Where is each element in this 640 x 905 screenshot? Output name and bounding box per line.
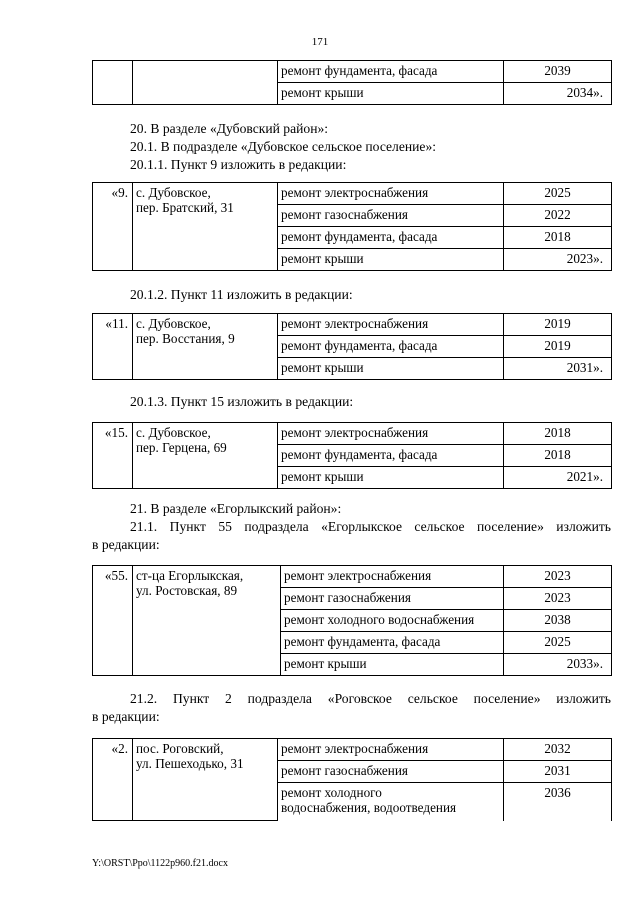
item-number-cell — [93, 61, 133, 105]
address-line-2: пер. Восстания, 9 — [136, 331, 235, 346]
paragraph-20-1: 20.1. В подразделе «Дубовское сельское поселение»: — [130, 139, 437, 154]
work-type-cell: ремонт фундамента, фасада — [278, 336, 504, 358]
paragraph-21-2-line-1: 21.2. Пункт 2 подраздела «Роговское сельское поселение» изложить — [130, 691, 611, 706]
table-row — [93, 423, 612, 445]
address-line-1: пос. Роговский, — [136, 741, 224, 756]
table-row — [93, 566, 612, 588]
work-type-cell: ремонт электроснабжения — [278, 183, 504, 205]
table-item-15 — [92, 422, 612, 489]
table-continuation — [92, 60, 612, 105]
work-type-cell: ремонт электроснабжения — [278, 423, 504, 445]
footer-file-path: Y:\ORST\Ppo\1122p960.f21.docx — [92, 858, 228, 869]
year-cell: 2019 — [504, 314, 612, 336]
work-type-cell: ремонт крыши — [278, 467, 504, 489]
work-type-cell: ремонт крыши — [278, 249, 504, 271]
work-type-cell: ремонт газоснабжения — [281, 588, 504, 610]
address-line-1: ст-ца Егорлыкская, — [136, 568, 244, 583]
work-type-cell: ремонт электроснабжения — [281, 566, 504, 588]
table-item-9 — [92, 182, 612, 271]
table-item-11 — [92, 313, 612, 380]
address-line-1: с. Дубовское, — [136, 425, 211, 440]
item-number-cell: «2. — [93, 739, 133, 821]
year-cell: 2018 — [504, 423, 612, 445]
year-cell: 2033». — [504, 654, 612, 676]
address-cell — [133, 183, 278, 271]
paragraph-20-1-1: 20.1.1. Пункт 9 изложить в редакции: — [130, 157, 347, 172]
year-cell: 2018 — [504, 227, 612, 249]
year-cell: 2039 — [504, 61, 612, 83]
work-type-cell: ремонт газоснабжения — [278, 205, 504, 227]
address-line-2: пер. Братский, 31 — [136, 200, 234, 215]
address-cell — [133, 739, 278, 821]
paragraph-21-1 — [92, 518, 611, 536]
year-cell: 2031». — [504, 358, 612, 380]
address-cell — [133, 314, 278, 380]
year-cell: 2025 — [504, 632, 612, 654]
work-type-cell: ремонт газоснабжения — [278, 761, 504, 783]
year-cell: 2023 — [504, 566, 612, 588]
year-cell: 2018 — [504, 445, 612, 467]
work-type-line-1: ремонт холодного — [281, 785, 382, 800]
paragraph-21-2 — [92, 690, 611, 708]
work-type-cell: ремонт фундамента, фасада — [278, 61, 504, 83]
item-number-cell: «55. — [93, 566, 133, 676]
year-cell: 2023». — [504, 249, 612, 271]
address-line-1: с. Дубовское, — [136, 185, 211, 200]
paragraph-21: 21. В разделе «Егорлыкский район»: — [130, 501, 342, 516]
year-cell: 2022 — [504, 205, 612, 227]
paragraph-20-1-3: 20.1.3. Пункт 15 изложить в редакции: — [130, 394, 354, 409]
work-type-cell: ремонт электроснабжения — [278, 314, 504, 336]
address-line-2: ул. Ростовская, 89 — [136, 583, 238, 598]
item-number-cell: «15. — [93, 423, 133, 489]
address-line-1: с. Дубовское, — [136, 316, 211, 331]
year-cell: 2032 — [504, 739, 612, 761]
year-cell: 2034». — [504, 83, 612, 105]
year-cell: 2031 — [504, 761, 612, 783]
page-number: 171 — [311, 36, 329, 48]
work-type-cell: ремонт крыши — [278, 358, 504, 380]
work-type-cell: ремонт фундамента, фасада — [281, 632, 504, 654]
table-row — [93, 61, 612, 83]
table-row — [93, 739, 612, 761]
year-cell: 2025 — [504, 183, 612, 205]
year-cell: 2038 — [504, 610, 612, 632]
work-type-cell: ремонт холодного водоснабжения — [281, 610, 504, 632]
table-row — [93, 183, 612, 205]
year-cell: 2019 — [504, 336, 612, 358]
paragraph-20-1-2: 20.1.2. Пункт 11 изложить в редакции: — [130, 287, 353, 302]
address-cell — [133, 566, 281, 676]
year-cell: 2023 — [504, 588, 612, 610]
work-type-cell — [278, 783, 504, 821]
table-item-2 — [92, 738, 612, 821]
work-type-cell: ремонт фундамента, фасада — [278, 445, 504, 467]
paragraph-21-1-line-2: в редакции: — [92, 537, 160, 552]
work-type-cell: ремонт фундамента, фасада — [278, 227, 504, 249]
address-line-2: ул. Пешеходько, 31 — [136, 756, 244, 771]
work-type-cell: ремонт крыши — [278, 83, 504, 105]
address-cell — [133, 423, 278, 489]
address-line-2: пер. Герцена, 69 — [136, 440, 227, 455]
table-item-55 — [92, 565, 612, 676]
paragraph-21-1-line-1: 21.1. Пункт 55 подраздела «Егорлыкское сельское поселение» изложить — [130, 519, 611, 534]
year-cell: 2036 — [504, 783, 612, 821]
work-type-cell: ремонт электроснабжения — [278, 739, 504, 761]
paragraph-21-2-line-2: в редакции: — [92, 709, 160, 724]
table-row — [93, 314, 612, 336]
item-number-cell: «11. — [93, 314, 133, 380]
address-cell — [133, 61, 278, 105]
work-type-line-2: водоснабжения, водоотведения — [281, 800, 457, 815]
item-number-cell: «9. — [93, 183, 133, 271]
year-cell: 2021». — [504, 467, 612, 489]
work-type-cell: ремонт крыши — [281, 654, 504, 676]
paragraph-20: 20. В разделе «Дубовский район»: — [130, 121, 329, 136]
